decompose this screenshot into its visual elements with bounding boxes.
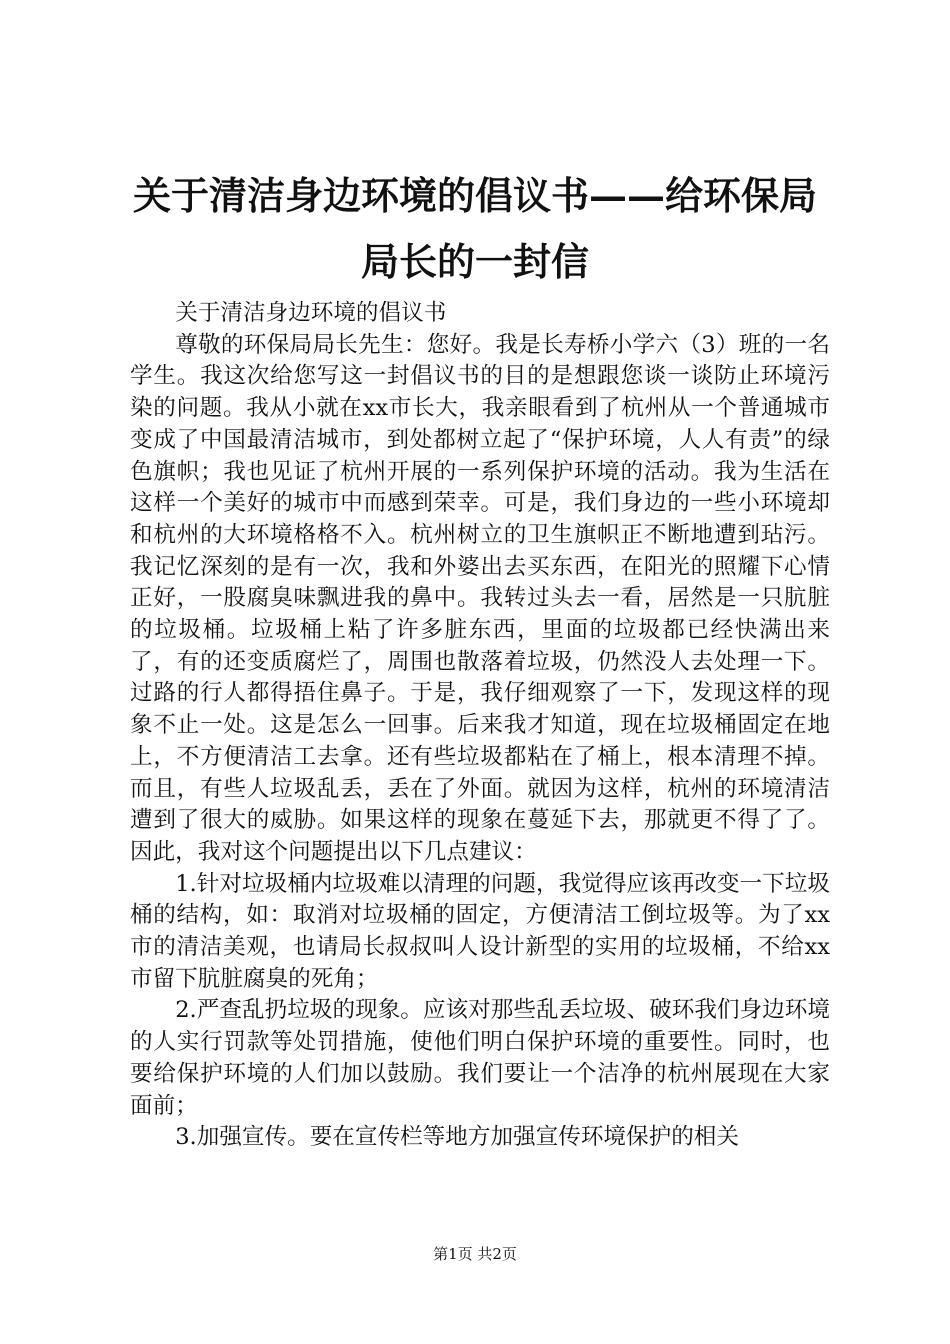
paragraph: 1.针对垃圾桶内垃圾难以清理的问题，我觉得应该再改变一下垃圾桶的结构，如：取消对垃圾桶的固定，方便清洁工倒垃圾等。为了xx市的清洁美观，也请局长叔叔叫人设计新型的实用的垃圾桶，不给xx市留下肮脏腐臭的死角； (130, 870, 830, 992)
document-title: 关于清洁身边环境的倡议书——给环保局局长的一封信 (132, 173, 817, 284)
page-footer: 第1页 共2页 (433, 1245, 517, 1263)
paragraph: 3.加强宣传。要在宣传栏等地方加强宣传环境保护的相关 (175, 1124, 739, 1151)
paragraph: 尊敬的环保局局长先生：您好。我是长寿桥小学六（3）班的一名学生。我这次给您写这一封倡议书的目的是想跟您谈一谈防止环境污染的问题。我从小就在xx市长大，我亲眼看到了杭州从一个普通城市变成了中国最清洁城市，到处都树立起了“保护环境，人人有责”的绿色旗帜；我也见证了杭州开展的一系列保护环境的活动。我为生活在这样一个美好的城市中而感到荣幸。可是，我们身边的一些小环境却和杭州的大环境格格不入。杭州树立的卫生旗帜正不断地遭到玷污。我记忆深刻的是有一次，我和外婆出去买东西，在阳光的照耀下心情正好，一股腐臭味飘进我的鼻中。我转过头去一看，居然是一只肮脏的垃圾桶。垃圾桶上粘了许多脏东西，里面的垃圾都已经快满出来了，有的还变质腐烂了，周围也散落着垃圾，仍然没人去处理一下。过路的行人都得捂住鼻子。于是，我仔细观察了一下，发现这样的现象不止一处。这是怎么一回事。后来我才知道，现在垃圾桶固定在地上，不方便清洁工去拿。还有些垃圾都粘在了桶上，根本清理不掉。而且，有些人垃圾乱丢，丢在了外面。就因为这样，杭州的环境清洁遭到了很大的威胁。如果这样的现象在蔓延下去，那就更不得了了。因此，我对这个问题提出以下几点建议： (130, 331, 830, 865)
paragraph: 2.严查乱扔垃圾的现象。应该对那些乱丢垃圾、破环我们身边环境的人实行罚款等处罚措施，使他们明白保护环境的重要性。同时，也要给保护环境的人们加以鼓励。我们要让一个洁净的杭州展现在大家面前； (130, 997, 830, 1119)
paragraph: 关于清洁身边环境的倡议书 (175, 300, 447, 326)
document-body (130, 298, 830, 1154)
